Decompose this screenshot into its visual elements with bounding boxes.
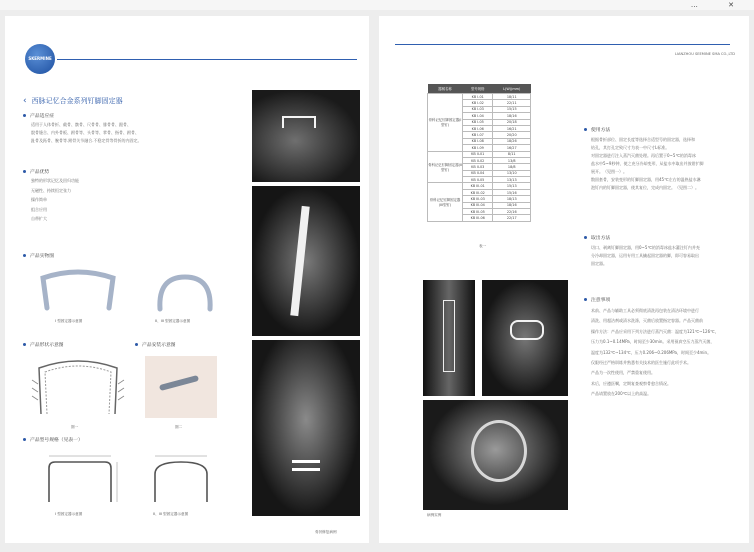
section-sizes: 产品型号规格（见表一） [23,436,83,443]
chevron-left-icon[interactable]: ‹ [23,96,27,106]
xray-long-bone [252,186,360,336]
removal-text: 切口、剥离钉脚固定器，用0~5℃的消毒冰盐水灌注钉内并充 分冷却固定器，运用专用工具撬起固定器的脚，即可容易取出 固定器。 [591,245,700,266]
table-cell: KB III-05 [463,209,493,215]
table-cell: 15/13 [493,183,531,189]
table-cell: KB III-02 [463,189,493,195]
table-cell: 18/11 [493,94,531,100]
fig2-caption: 图二 [175,425,183,429]
table-cell: 16/21 [493,125,531,131]
table-cell: KB III-03 [463,196,493,202]
table-cell: KB I-07 [463,132,493,138]
bullet-icon [135,343,138,346]
table-cell: KB I-04 [463,113,493,119]
table-header: 型号规格 [463,84,493,94]
table-group-cell: 骨科记忆钉脚固定器(II型钉) [428,151,463,183]
section-install: 产品安装示意图 [135,341,176,348]
bullet-icon [584,298,587,301]
staple-type2-photo [150,271,220,313]
xray-knee [252,340,360,516]
photo-caption-2: II、III 型固定器示意图 [155,319,191,323]
table-cell: KB III-01 [463,183,493,189]
table-cell: KB II-04 [463,170,493,176]
table-cell: KB II-03 [463,164,493,170]
bullet-icon [23,343,26,346]
table-cell: KB I-03 [463,106,493,112]
table-cell: KB II-01 [463,151,493,157]
bullet-icon [23,114,26,117]
xray-caption-left: 骨折修复病例 [315,530,337,534]
table-cell: KB I-02 [463,100,493,106]
bullet-icon [23,170,26,173]
table-cell: KB II-05 [463,177,493,183]
table-cell: 13/8 [493,157,531,163]
table-cell: 18/16 [493,202,531,208]
table-cell: 18/13 [493,196,531,202]
xray-tibia [423,280,475,396]
size-diagram-1 [35,452,125,508]
section-removal: 取出方法 [584,234,610,241]
photo-caption-1: I 型固定器示意图 [55,319,83,323]
applicable-text: 适用于人体骨折、截骨、髌骨、尺骨骨、腓骨骨、跟骨、 骰骨缝合、内外骨板、跗骨等、头骨等、掌骨、指骨、跗骨、 趾骨及跖骨、腕骨等.跗骨关节融合.不稳定骨等骨折的内固定。 [31,122,142,143]
size-caption-2: II、III 型固定器示意图 [153,512,189,516]
table-cell: KB I-01 [463,94,493,100]
section-photos: 产品实物图 [23,252,54,259]
table-cell: 18/8 [493,164,531,170]
table-group-cell: 骨科记忆钉脚固定器(III型钉) [428,183,463,221]
bullet-icon [23,254,26,257]
table-cell: KB I-05 [463,119,493,125]
table-header: 器械名称 [428,84,463,94]
header-rule [57,59,357,60]
bullet-icon [584,128,587,131]
xray-caption-right: 病例实例 [427,513,442,517]
table-cell: 16/27 [493,145,531,151]
table-cell: 22/16 [493,209,531,215]
notes-text: 术前、产品与辅助工具必须彻底清洗再包装在清洁环境中进行 清洗、用超洁剂或清水洗涤，灭菌后放置指定容器。产品灭菌前 操作方法：产品应采用下列方法进行蒸汽灭菌：温度为121℃~126℃， 压力为0.1~0.14MPa，时间至少30min。采用预真空压力蒸汽灭菌， 温度为132℃~134℃，压力0.206~0.206MPa，时间至少4min。 仅限经过严格训练并熟悉有关技术的医生施行此项手术。 产品为一次性使用，严禁重复使用。 术后，应遵医嘱，定期复查观察骨愈合情况。 产品请置放在200℃以上的高温。 [591,308,719,397]
close-icon[interactable]: ✕ [728,1,748,9]
advantages-list: 独特的形状记忆及回归功能 无磁性、持续恒定张力 操作简单 组合应用 自带扩大 [31,178,79,221]
section-variants: 产品形状示意图 [23,341,64,348]
section-usage: 使用方法 [584,126,610,133]
section-applicable: 产品适应症 [23,112,54,119]
table-cell: 22/11 [493,100,531,106]
table-cell: 8/11 [493,151,531,157]
table-header: L(W)(mm) [493,84,531,94]
shape-diagram [29,356,127,420]
table-cell: 13/13 [493,177,531,183]
bullet-icon [23,438,26,441]
table-cell: 22/17 [493,215,531,221]
table-cell: KB III-06 [463,215,493,221]
more-icon[interactable]: … [690,1,712,9]
table-cell: 18/26 [493,138,531,144]
staple-type1-photo [33,266,123,311]
table-cell: 13/10 [493,170,531,176]
table-cell: 18/16 [493,113,531,119]
bullet-icon [584,236,587,239]
install-photo [145,356,217,418]
brand-logo-text: SKERMINE [28,56,52,61]
table-caption: 表一 [479,244,487,248]
section-notes: 注意事项 [584,296,610,303]
table-cell: 15/16 [493,189,531,195]
usage-text: 根据骨折部位、固定长度等选择合适型号的固定器，选择和 钻孔，其打孔定致尺寸为表一中尺寸L标准。 对固定器进行注入蒸汽灭菌处理。再后置于0~5℃的消毒冰 盐水中5~9秒钟，使之充分冷却变形，从盐水中取出并放钳扩脚 展开。（见图一）。 散固套骨，安装变形的钉脚固定器，用45℃左右的温热盐水淋 泡钉内的钉脚固定器，使其复位，完成内固定。（见图二）。 [591,137,704,190]
size-diagram-2 [143,452,219,508]
top-toolbar [0,0,754,10]
xray-pelvis [482,280,568,396]
table-cell: KB II-02 [463,157,493,163]
size-caption-1: I 型固定器示意图 [55,512,83,516]
right-page [379,16,749,543]
xray-shoulder [252,90,360,182]
header-rule [395,44,730,45]
table-cell: KB I-08 [463,138,493,144]
left-page [5,16,369,543]
page-title: ‹ 西脉记忆合金系列钉脚固定器 [23,96,123,106]
xray-skull [423,400,568,510]
spec-table [427,84,531,222]
table-cell: 20/18 [493,119,531,125]
table-cell: KB I-06 [463,125,493,131]
table-cell: KB I-09 [463,145,493,151]
table-cell: 20/20 [493,132,531,138]
fig1-caption: 图一 [71,425,79,429]
table-cell: 15/15 [493,106,531,112]
table-cell: KB III-04 [463,202,493,208]
toolbar-icons [691,1,748,9]
section-advantages: 产品优势 [23,168,49,175]
table-group-cell: 骨科记忆钉脚固定器(I型钉) [428,94,463,152]
site-label: LIANZHOU SEEMINE SMA CO.,LTD [675,52,735,56]
